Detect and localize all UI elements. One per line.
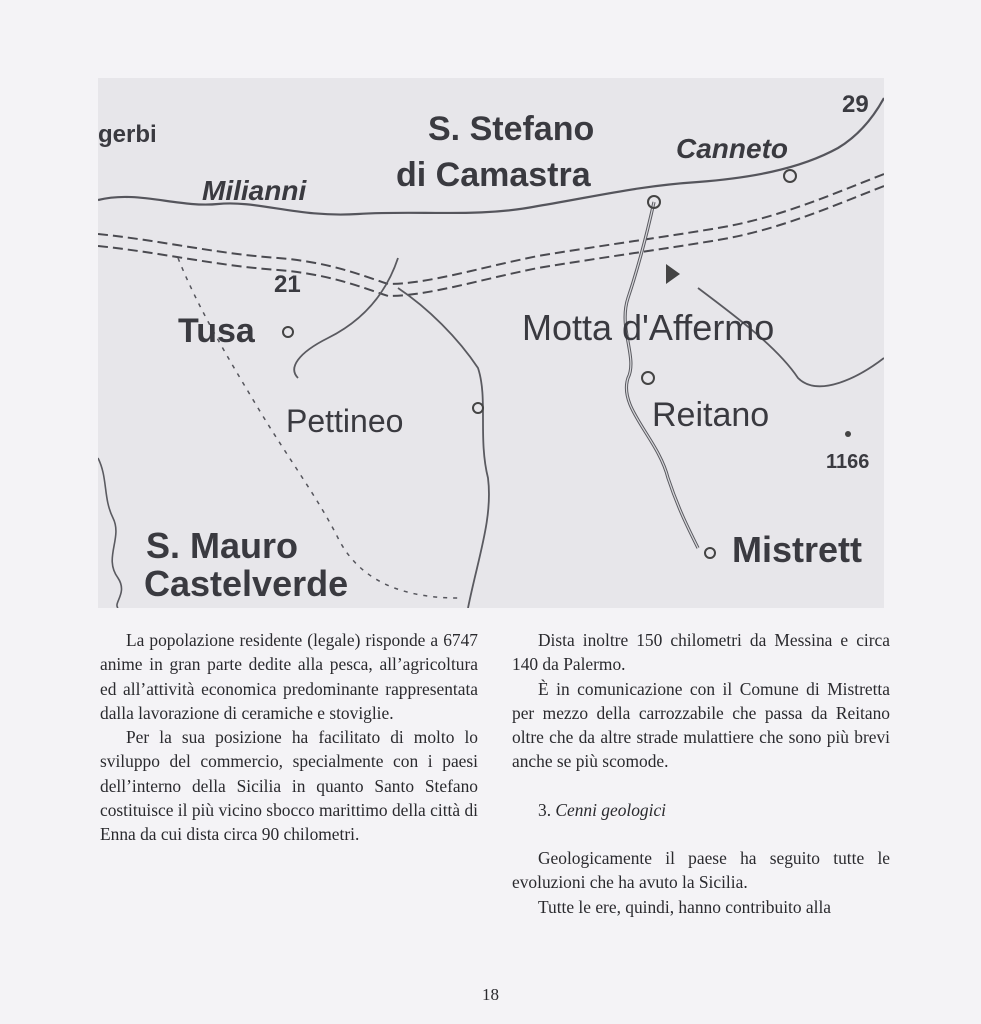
label-mistretta: Mistrett xyxy=(732,529,863,570)
label-motta: Motta d'Affermo xyxy=(522,307,775,348)
road-tusa xyxy=(294,258,398,378)
left-river xyxy=(98,458,122,608)
paragraph: Tutte le ere, quindi, hanno contribuito alla xyxy=(538,896,832,917)
map-drawing xyxy=(98,78,884,608)
section-number: 3. xyxy=(538,799,552,820)
mistretta-marker xyxy=(705,548,715,558)
label-milianni: Milianni xyxy=(202,175,307,206)
pettineo-marker xyxy=(473,403,483,413)
section-heading xyxy=(512,798,890,822)
right-text-column xyxy=(512,628,890,919)
label-road-29: 29 xyxy=(842,91,869,118)
label-santo-stefano-2: di Camastra xyxy=(396,156,591,194)
label-elevation: 1166 xyxy=(826,451,870,473)
road-pettineo xyxy=(398,288,489,608)
road-to-mistretta xyxy=(625,202,698,548)
paragraph: La popolazione residente (legale) risponde a 6747 anime in gran parte dedite alla pesca, all’agricoltura ed all’attività economica predominante rappresentata dalla lavorazione di ceramiche e stoviglie. xyxy=(100,630,478,723)
tusa-marker xyxy=(283,327,293,337)
section-title: Cenni geologici xyxy=(555,799,667,820)
paragraph: Per la sua posizione ha facilitato di molto lo sviluppo del commercio, specialmente con i paesi dell’interno della Sicilia in quanto Santo Stefano costituisce il più vicino sbocco marittimo della città di Enna da cui dista circa 90 chilometri. xyxy=(100,727,478,845)
canneto-marker xyxy=(784,170,796,182)
left-text-column xyxy=(100,628,478,847)
page-number: 18 xyxy=(482,985,499,1004)
label-tusa: Tusa xyxy=(178,312,255,350)
label-canneto: Canneto xyxy=(676,133,788,164)
map-image xyxy=(98,78,884,608)
triangle-icon xyxy=(666,264,680,284)
label-san-mauro-1: S. Mauro xyxy=(146,525,299,566)
label-santo-stefano-1: S. Stefano xyxy=(428,110,595,148)
label-gerbi: gerbi xyxy=(98,121,157,148)
label-pettineo: Pettineo xyxy=(286,403,404,439)
paragraph: Geologicamente il paese ha seguito tutte le evoluzioni che ha avuto la Sicilia. xyxy=(512,848,890,893)
reitano-marker xyxy=(642,372,654,384)
road-to-mistretta-inner xyxy=(625,202,698,548)
label-san-mauro-2: Castelverde xyxy=(144,563,349,604)
peak-marker xyxy=(845,431,851,437)
paragraph: È in comunicazione con il Comune di Mistretta per mezzo della carrozzabile che passa da Reitano oltre che da altre strade mulattiere che sono più brevi anche se più scomode. xyxy=(512,678,890,772)
label-reitano: Reitano xyxy=(652,396,770,434)
paragraph: Dista inoltre 150 chilometri da Messina e circa 140 da Palermo. xyxy=(512,630,890,675)
label-road-21: 21 xyxy=(274,271,301,298)
